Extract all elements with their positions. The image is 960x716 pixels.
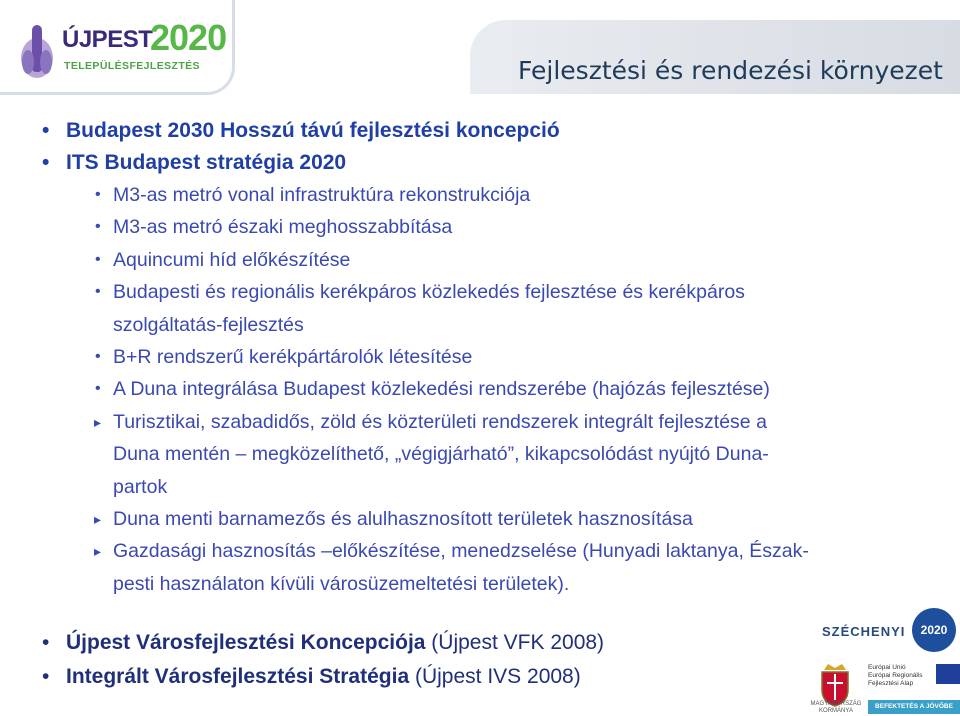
sub-bullet-item <box>40 535 945 567</box>
eu-block <box>868 664 960 694</box>
bullet-arrow-icon: ▸ <box>94 511 102 528</box>
funding-logos <box>808 604 960 716</box>
main-bullet-item <box>40 115 945 147</box>
szechenyi-badge: 2020 <box>912 608 956 652</box>
sub-bullet-text: Budapesti és regionális kerékpáros közlekedés fejlesztése és kerékpáros <box>113 281 745 304</box>
sub-bullet-text: Aquincumi híd előkészítése <box>113 248 351 271</box>
document-bullet-item <box>40 660 740 694</box>
investment-strip: BEFEKTETÉS A JÖVŐBE <box>868 700 960 714</box>
city-tower-logo-icon <box>18 22 56 80</box>
bullet-dot-icon: • <box>95 283 101 301</box>
szechenyi-label: SZÉCHENYI <box>822 624 906 639</box>
sub-bullet-text: M3-as metró vonal infrastruktúra rekonstrukciója <box>113 184 531 206</box>
sub-bullet-text: B+R rendszerű kerékpártárolók létesítése <box>113 346 473 369</box>
sub-bullet-item <box>40 244 945 276</box>
document-title: Integrált Városfejlesztési Stratégia <box>66 665 410 688</box>
bullet-arrow-icon: ▸ <box>94 543 102 560</box>
bullet-dot-icon: • <box>95 186 101 203</box>
logo-word: ÚJPEST <box>62 26 153 53</box>
sub-bullet-text: A Duna integrálása Budapest közlekedési rendszerébe (hajózás fejlesztése) <box>113 378 770 401</box>
main-bullet-text: ITS Budapest stratégia 2020 <box>66 151 347 174</box>
document-bullet-item <box>40 626 740 660</box>
page-title: Fejlesztési és rendezési környezet <box>518 56 943 85</box>
sub-bullet-text: partok <box>113 475 168 498</box>
sub-bullet-item <box>40 373 945 405</box>
government-label: MAGYARORSZÁG KORMÁNYA <box>810 701 862 714</box>
eu-flag-icon <box>936 664 960 684</box>
bullet-dot-icon: • <box>95 380 101 398</box>
logo-panel <box>0 0 235 95</box>
main-bullet-item <box>40 147 945 179</box>
sub-bullet-item <box>40 211 945 243</box>
eu-text <box>868 664 923 688</box>
bullet-dot-icon: • <box>42 631 50 654</box>
sub-bullet-text: Duna mentén – megközelíthető, „végigjárható”, kikapcsolódást nyújtó Duna- <box>113 443 769 466</box>
header-bar <box>470 20 960 94</box>
sub-bullet-text: pesti használaton kívüli városüzemeltetési területek). <box>113 572 570 595</box>
sub-bullet-item <box>40 179 945 211</box>
bullet-arrow-icon: ▸ <box>94 413 102 430</box>
sub-bullet-text: M3-as metró északi meghosszabbítása <box>113 216 453 239</box>
sub-bullet-item <box>40 406 945 438</box>
sub-bullet-text: szolgáltatás-fejlesztés <box>113 313 304 336</box>
logo-subtitle: TELEPÜLÉSFEJLESZTÉS <box>64 60 200 72</box>
bullet-dot-icon: • <box>95 218 101 236</box>
sub-bullet-text: Gazdasági hasznosítás –előkészítése, menedzselése (Hunyadi laktanya, Észak- <box>113 540 809 563</box>
sub-bullet-continuation <box>40 568 945 600</box>
sub-bullet-continuation <box>40 471 945 503</box>
eu-line: Európai Regionális <box>868 672 923 679</box>
main-bullet-text: Budapest 2030 Hosszú távú fejlesztési koncepció <box>66 119 560 142</box>
sub-bullet-item <box>40 276 945 308</box>
sub-bullet-text: Duna menti barnamezős és alulhasznosított területek hasznosítása <box>113 508 693 531</box>
bullet-dot-icon: • <box>42 119 50 142</box>
document-title: Újpest Városfejlesztési Koncepciója <box>66 631 426 654</box>
eu-line: Európai Unió <box>868 664 906 671</box>
logo-year: 2020 <box>150 17 227 58</box>
sub-bullet-item <box>40 503 945 535</box>
sub-bullet-continuation <box>40 438 945 470</box>
document-abbrev: (Újpest IVS 2008) <box>409 665 581 688</box>
bullet-dot-icon: • <box>95 250 101 268</box>
sub-bullet-continuation <box>40 309 945 341</box>
eu-line: Fejlesztési Alap <box>868 680 914 687</box>
sub-bullet-text: Turisztikai, szabadidős, zöld és közterületi rendszerek integrált fejlesztése a <box>113 410 767 433</box>
lower-list <box>40 626 740 694</box>
bullet-dot-icon: • <box>95 348 101 366</box>
bullet-dot-icon: • <box>42 151 50 174</box>
document-abbrev: (Újpest VFK 2008) <box>425 631 605 654</box>
sub-bullet-item <box>40 341 945 373</box>
content-list <box>40 115 945 600</box>
bullet-dot-icon: • <box>42 665 50 688</box>
